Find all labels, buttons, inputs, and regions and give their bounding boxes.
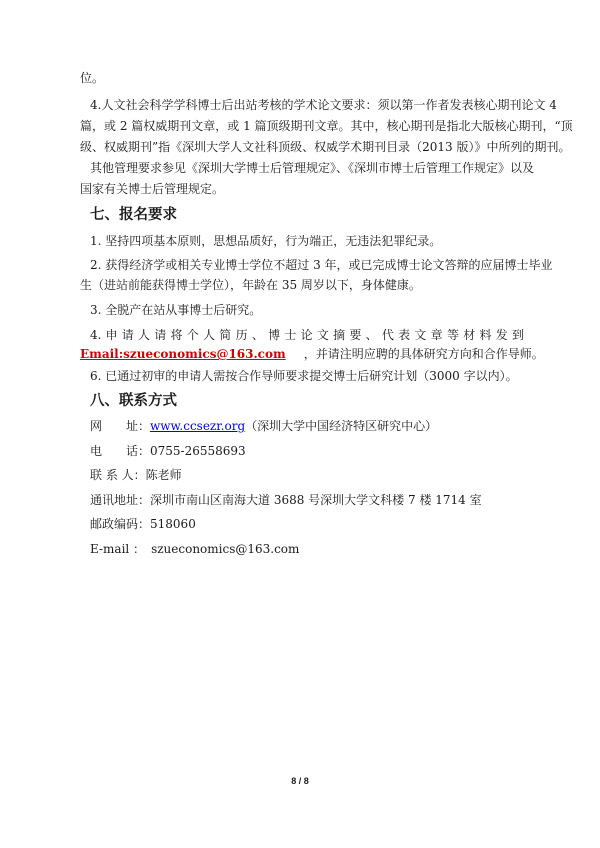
zip-label: 邮政编码： [90, 517, 151, 531]
req-item-2-line2: 生（进站前能获得博士学位），年龄在 35 周岁以下，身体健康。 [80, 278, 421, 292]
contact-label: 联 系 人： [90, 468, 146, 482]
email-value[interactable]: szueconomics@163.com [151, 542, 300, 556]
apply-email-link[interactable]: Email:szueconomics@163.com [80, 347, 286, 361]
other-mgmt-line1: 其他管理要求参见《深圳大学博士后管理规定》、《深圳市博士后管理工作规定》以及 [90, 161, 535, 175]
website-link[interactable]: www.ccsezr.org [150, 419, 246, 433]
contact-person-row [90, 467, 534, 483]
req-item-1: 1. 坚持四项基本原则，思想品质好，行为端正，无违法犯罪纪录。 [90, 234, 442, 248]
address-value: 深圳市南山区南海大道 3688 号深圳大学文科楼 7 楼 1714 室 [150, 493, 482, 507]
para4-line1: 4.人文社会科学学科博士后出站考核的学术论文要求：须以第一作者发表核心期刊论文 4 [90, 98, 557, 112]
other-mgmt-line2: 国家有关博士后管理规定。 [80, 182, 225, 196]
req-item-4-line1: 4. 申 请 人 请 将 个 人 简 历 、 博 士 论 文 摘 要 、 代 表 文 章 等 材 料 发 到 [90, 328, 524, 342]
contact-email-row [90, 541, 534, 557]
req-item-6: 6. 已通过初审的申请人需按合作导师要求提交博士后研究计划（3000 字以内）。 [90, 369, 518, 383]
req-item-3: 3. 全脱产在站从事博士后研究。 [90, 303, 262, 317]
email-label: E-mail ： [90, 542, 146, 556]
address-label: 通讯地址： [90, 493, 151, 507]
contact-zip-row [90, 516, 534, 532]
contact-address-row [90, 492, 534, 508]
phone-value: 0755-26558693 [150, 444, 246, 458]
contact-website-row [90, 418, 534, 434]
page-number: 8 / 8 [291, 776, 309, 786]
section7-title: 七、报名要求 [90, 207, 177, 223]
top-fragment: 位。 [80, 71, 105, 85]
req-item-4-line2 [80, 346, 544, 362]
para4-line3: 级、权威期刊”指《深圳大学人文社科顶级、权威学术期刊目录（2013 版）》中所列的期刊。 [80, 140, 571, 154]
req-item-2-line1: 2. 获得经济学或相关专业博士学位不超过 3 年，或已完成博士论文答辩的应届博士毕业 [90, 258, 553, 272]
zip-value: 518060 [150, 517, 196, 531]
section8-title: 八、联系方式 [90, 393, 177, 409]
contact-value: 陈老师 [145, 468, 182, 482]
website-note: （深圳大学中国经济特区研究中心） [245, 419, 438, 433]
website-label: 网 址： [90, 419, 151, 433]
phone-label: 电 话： [90, 444, 151, 458]
para4-line2: 篇，或 2 篇权威期刊文章，或 1 篇顶级期刊文章。其中，核心期刊是指北大版核心期刊，“顶 [80, 119, 573, 133]
contact-phone-row [90, 443, 534, 459]
req-item-4-rest: ，并请注明应聘的具体研究方向和合作导师。 [303, 347, 544, 361]
